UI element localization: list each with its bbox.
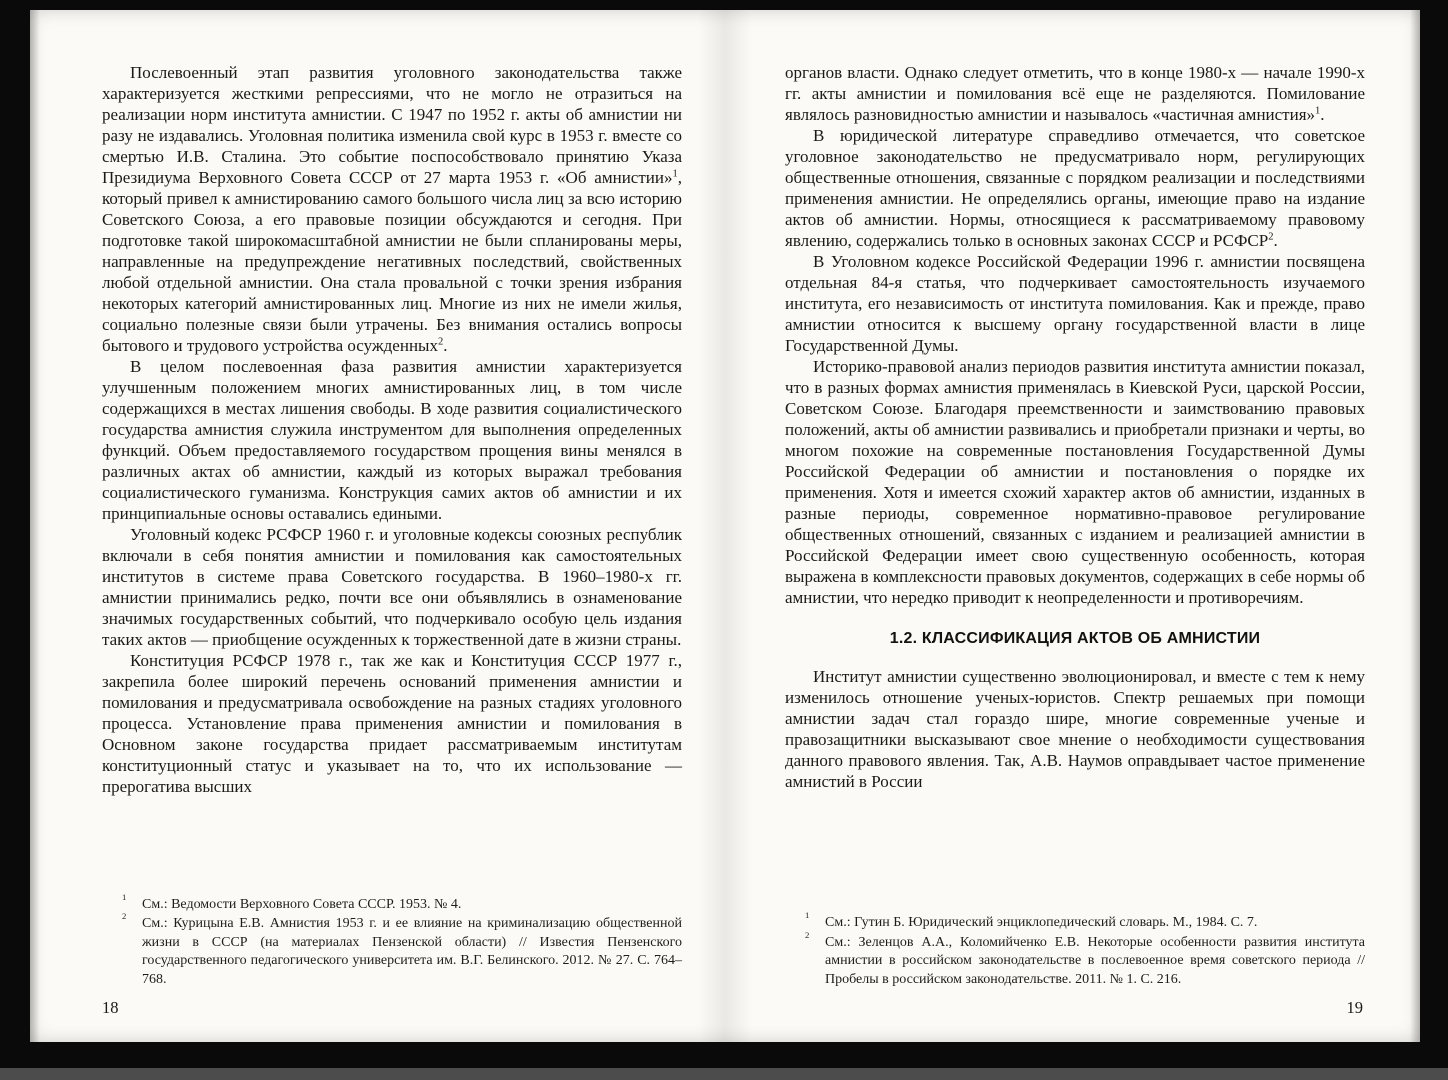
page-body [102,62,682,797]
page-right [725,10,1420,1042]
paragraph: В юридической литературе справедливо отмечается, что советское уголовное законодательство не предусматривало норм, регулирующих общественные отношения, связанные с порядком реализации и последствиями применения амнистии. Не определялись органы, имеющие право на издание актов об амнистии. Нормы, относящиеся к рассматриваемому правовому явлению, содержались только в основных законах СССР и РСФСР$^2$. [785,126,1365,250]
footnotes [102,878,682,991]
paragraph: Конституция РСФСР 1978 г., так же как и Конституция СССР 1977 г., закрепила более широкий перечень оснований применения амнистии и помилования и предусматривала освобождение на разных стадиях уголовного процесса. Установление права применения амнистии и помилования в Основном законе государства придает рассматриваемым институтам конституционный статус и указывает на то, что их использование — прерогатива высших [102,651,682,796]
footnote: 1 См.: Гутин Б. Юридический энциклопедический словарь. М., 1984. С. 7. [805,910,1258,930]
footnote-text: См.: Гутин Б. Юридический энциклопедический словарь. М., 1984. С. 7. [825,915,1258,930]
footnotes [785,896,1365,990]
book-spread [30,10,1420,1042]
footnote: 2 См.: Курицына Е.В. Амнистия 1953 г. и ее влияние на криминализацию общественной жизни в СССР (на материалах Пензенской области) // Известия Пензенского государственного педагогического университета им. В.Г. Белинского. 2012. № 27. С. 764–768. [122,911,682,987]
page-left [30,10,725,1042]
footnote: 2 См.: Зеленцов А.А., Коломийченко Е.В. Некоторые особенности развития института амнистии в российском законодательстве в послевоенное время советского периода // Пробелы в российском законодательстве. 2011. № 1. С. 216. [805,929,1365,987]
paragraph: В Уголовном кодексе Российской Федерации 1996 г. амнистии посвящена отдельная 84-я статья, что подчеркивает самостоятельность изучаемого института, его независимость от института помилования. Как и прежде, право амнистии относится к высшему органу государственной власти в лице Государственной Думы. [785,252,1365,355]
footnote-text: См.: Зеленцов А.А., Коломийченко Е.В. Некоторые особенности развития института амнистии в российском законодательстве в послевоенное время советского периода // Пробелы в российском законодательстве. 2011. № 1. С. 216. [825,934,1365,987]
footnote-ref: 2 [437,336,444,348]
paragraph: В целом послевоенная фаза развития амнистии характеризуется улучшенным положением многих амнистированных лиц, в том числе содержащихся в местах лишения свободы. В ходе развития социалистического государства амнистия служила инструментом для выполнения определенных функций. Объем предоставляемого государством прощения вины менялся в различных актах об амнистии, каждый из которых выражал требования социалистического гуманизма. Конструкция самих актов об амнистии и их принципиальные основы оставались едиными. [102,357,682,523]
page-number: 19 [1346,998,1363,1017]
paragraph: Историко-правовой анализ периодов развития института амнистии показал, что в разных формах амнистия применялась в Киевской Руси, царской России, Советском Союзе. Благодаря преемственности и заимствованию правовых положений, акты об амнистии развивались и приобретали признаки и черты, во многом похожие на современные постановления Государственной Думы Российской Федерации об амнистии и постановления о порядке их применения. Хотя и имеется схожий характер актов об амнистии, изданных в разные периоды, современное нормативно-правовое регулирование общественных отношений, связанных с изданием и реализацией амнистии в Российской Федерации имеет свою существенную особенность, которая выражена в комплексности правовых документов, содержащих в себе нормы об амнистии, что нередко приводит к неопределенности и противоречиям. [785,357,1365,607]
footnote-text: См.: Ведомости Верховного Совета СССР. 1953. № 4. [142,896,462,912]
page-body [785,62,1365,792]
footnote: 1 См.: Ведомости Верховного Совета СССР. 1953. № 4. [122,891,462,912]
page-number: 18 [102,998,119,1017]
footnote-text: См.: Курицына Е.В. Амнистия 1953 г. и ее влияние на криминализацию общественной жизни в СССР (на материалах Пензенской области) // Известия Пензенского государственного педагогического университета им. В.Г. Белинского. 2012. № 27. С. 764–768. [142,916,682,987]
footnote-ref: 2 [1268,231,1274,243]
section-heading: 1.2. КЛАССИФИКАЦИЯ АКТОВ ОБ АМНИСТИИ [889,630,1261,647]
footnote-ref: 1 [1315,105,1321,117]
paragraph: органов власти. Однако следует отметить, что в конце 1980-х — начале 1990-х гг. акты амнистии и помилования всё еще не разделяются. Помилование являлось разновидностью амнистии и называлось «частичная амнистия»$^1$. [785,63,1365,124]
footnote-ref: 1 [672,168,678,180]
paragraph: Институт амнистии существенно эволюционировал, и вместе с тем к нему изменилось отношение ученых-юристов. Спектр решаемых при помощи амнистии задач стал гораздо шире, многие современные ученые и правозащитники высказывают свое мнение о необходимости существования данного правового явления. Так, А.В. Наумов оправдывает частое применение амнистий в России [785,667,1365,791]
scanner-edge [0,1068,1448,1080]
paragraph: Уголовный кодекс РСФСР 1960 г. и уголовные кодексы союзных республик включали в себя понятия амнистии и помилования как самостоятельных институтов в системе права Советского государства. В 1960–1980-х гг. амнистии принимались редко, почти все они объявлялись в ознаменование значимых государственных событий, что подчеркивало особую цель издания таких актов — приобщение осужденных к торжественной дате в жизни страны. [102,525,682,649]
paragraph: Послевоенный этап развития уголовного законодательства также характеризуется жесткими репрессиями, что не могло не отразиться на реализации норм института амнистии. С 1947 по 1952 г. акты об амнистии ни разу не издавались. Уголовная политика изменила свой курс в 1953 г. вместе со смертью И.В. Сталина. Это событие поспособствовало принятию Указа Президиума Верховного Совета СССР от 27 марта 1953 г. «Об амнистии»$^1$, который привел к амнистированию самого большого числа лиц за всю историю Советского Союза, а его правовые позиции обсуждаются и сегодня. При подготовке такой широкомасштабной амнистии не были спланированы меры, направленные на предупреждение негативных последствий, свойственных любой отдельной амнистии. Она стала провальной с точки зрения избрания некоторых категорий амнистированных лиц. Многие из них не имели жилья, социально полезные связи были утрачены. Без внимания остались вопросы бытового и трудового устройства осужденных$^2$. [102,63,682,355]
